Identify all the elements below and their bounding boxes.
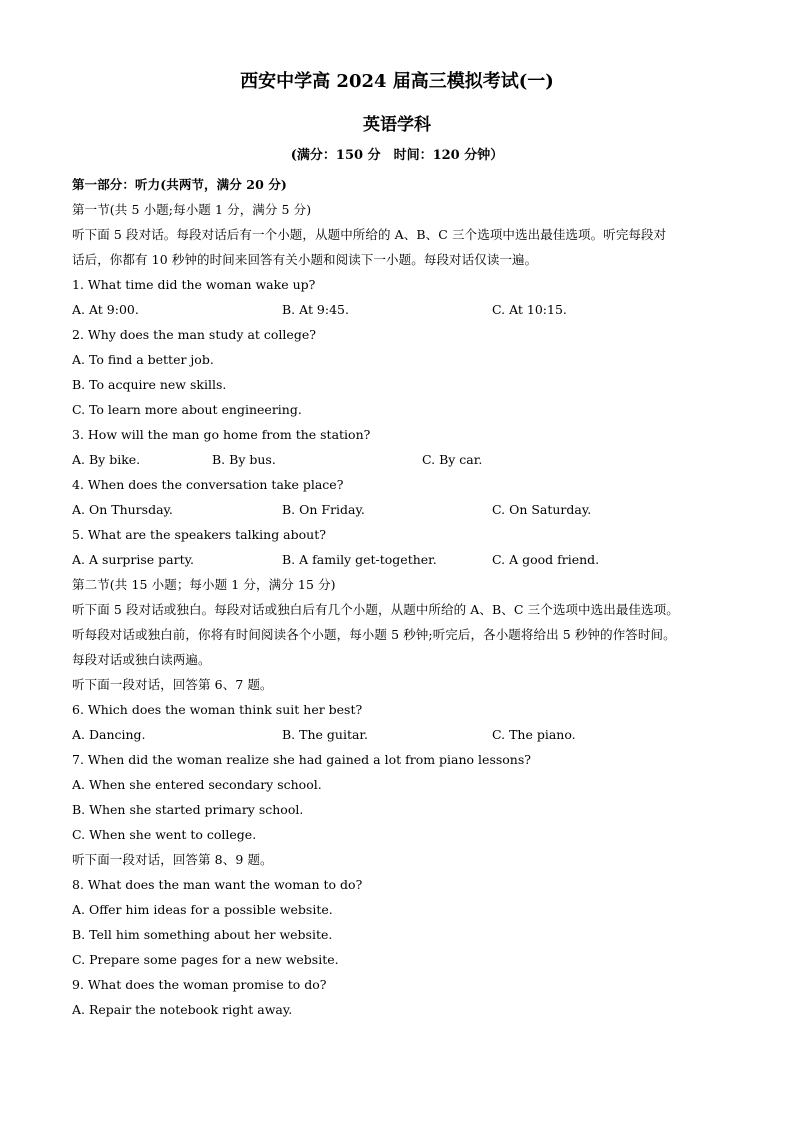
option-b: B. When she started primary school. [72, 802, 304, 817]
subject-title: 英语学科 [363, 115, 431, 135]
question-stem: 1. What time did the woman wake up? [72, 277, 316, 292]
section1-heading: 第一节(共 5 小题;每小题 1 分，满分 5 分) [72, 202, 312, 217]
exam-content [72, 172, 732, 1022]
option-b: B. By bus. [212, 452, 276, 467]
option-a: A. When she entered secondary school. [72, 777, 322, 792]
section2-heading: 第二节(共 15 小题；每小题 1 分，满分 15 分) [72, 577, 336, 592]
option-c: C. The piano. [492, 727, 576, 742]
option-a: A. On Thursday. [72, 502, 173, 517]
option-c: C. By car. [422, 452, 483, 467]
option-b: B. To acquire new skills. [72, 377, 227, 392]
option-b: B. A family get-together. [282, 552, 437, 567]
section1-instructions-line2: 话后，你都有 10 秒钟的时间来回答有关小题和阅读下一小题。每段对话仅读一遍。 [72, 252, 538, 267]
option-a: A. By bike. [72, 452, 141, 467]
question-options [72, 722, 732, 747]
question-stem: 8. What does the man want the woman to do? [72, 877, 363, 892]
option-a: A. To find a better job. [72, 352, 214, 367]
option-c: C. At 10:15. [492, 302, 567, 317]
option-b: B. At 9:45. [282, 302, 349, 317]
exam-meta: (满分：150 分 时间：120 分钟） [290, 148, 504, 163]
question-stem: 3. How will the man go home from the station? [72, 427, 371, 442]
section1-instructions-line1: 听下面 5 段对话。每段对话后有一个小题，从题中所给的 A、B、C 三个选项中选出最佳选项。听完每段对 [72, 227, 667, 242]
question-stem: 2. Why does the man study at college? [72, 327, 316, 342]
option-a: A. At 9:00. [72, 302, 139, 317]
option-a: A. Dancing. [72, 727, 146, 742]
question-stem: 7. When did the woman realize she had gained a lot from piano lessons? [72, 752, 531, 767]
dialogue-group-heading: 听下面一段对话，回答第 6、7 题。 [72, 677, 273, 692]
question-options [72, 497, 732, 522]
option-a: A. A surprise party. [72, 552, 195, 567]
question-options [72, 547, 732, 572]
section2-instructions-line2: 听每段对话或独白前，你将有时间阅读各个小题，每小题 5 秒钟;听完后，各小题将给出 5 秒钟的作答时间。 [72, 627, 676, 642]
question-stem: 5. What are the speakers talking about? [72, 527, 326, 542]
option-c: C. On Saturday. [492, 502, 592, 517]
question-stem: 9. What does the woman promise to do? [72, 977, 327, 992]
exam-title: 西安中学高 2024 届高三模拟考试(一) [240, 71, 554, 92]
section2-instructions-line1: 听下面 5 段对话或独白。每段对话或独白后有几个小题，从题中所给的 A、B、C 三个选项中选出最佳选项。 [72, 602, 679, 617]
question-stem: 6. Which does the woman think suit her best? [72, 702, 363, 717]
option-b: B. The guitar. [282, 727, 368, 742]
question-stem: 4. When does the conversation take place? [72, 477, 344, 492]
option-a: A. Repair the notebook right away. [72, 1002, 293, 1017]
option-c: C. Prepare some pages for a new website. [72, 952, 339, 967]
option-b: B. On Friday. [282, 502, 365, 517]
option-b: B. Tell him something about her website. [72, 927, 333, 942]
question-options [72, 447, 732, 472]
section2-instructions-line3: 每段对话或独白读两遍。 [72, 652, 211, 667]
question-options [72, 297, 732, 322]
option-c: C. When she went to college. [72, 827, 257, 842]
option-c: C. To learn more about engineering. [72, 402, 302, 417]
part1-heading: 第一部分：听力(共两节，满分 20 分) [72, 177, 287, 192]
option-a: A. Offer him ideas for a possible website. [72, 902, 333, 917]
option-c: C. A good friend. [492, 552, 600, 567]
dialogue-group-heading: 听下面一段对话，回答第 8、9 题。 [72, 852, 273, 867]
